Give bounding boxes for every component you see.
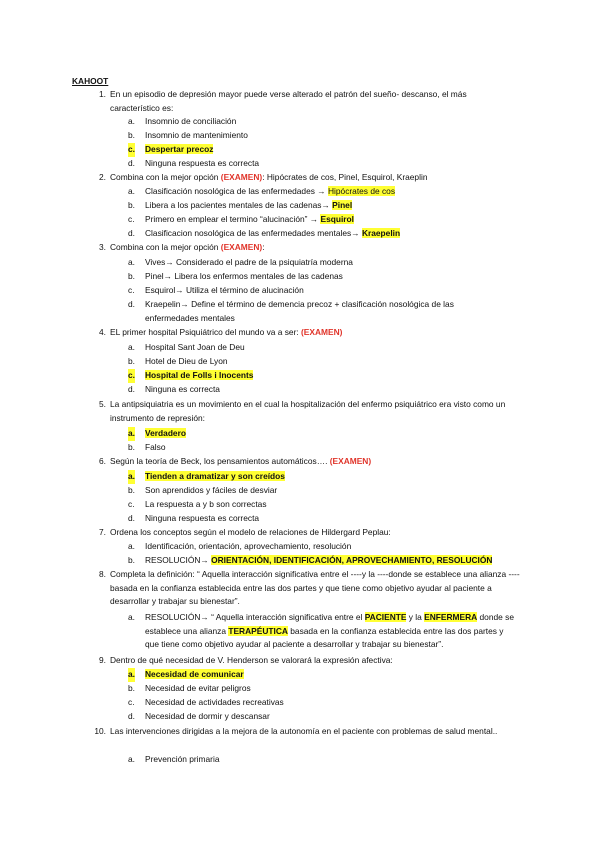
question-text: En un episodio de depresión mayor puede verse alterado el patrón del sueño- descanso, el más característico es:	[110, 89, 467, 113]
q9-option-c	[128, 696, 518, 710]
question-4	[92, 326, 512, 340]
text-segment: c.	[128, 285, 135, 295]
q1-option-c	[128, 143, 518, 157]
text-segment: Dentro de qué necesidad de V. Henderson se valorará la expresión afectiva:	[110, 655, 393, 665]
text-segment: Según la teoría de Beck, los pensamientos automáticos….	[110, 456, 330, 466]
text-segment: Esquirol→ Utiliza el término de alucinación	[145, 285, 304, 295]
text-segment: c.	[128, 697, 135, 707]
text-segment: 7.	[99, 527, 106, 537]
text-segment: 2.	[99, 172, 106, 182]
correct-answer: PACIENTE	[364, 612, 407, 622]
correct-answer: Hipócrates de cos	[327, 186, 396, 196]
q1-option-d	[128, 157, 518, 171]
q1-option-b	[128, 129, 518, 143]
text-segment: Pinel→ Libera los enfermos mentales de las cadenas	[145, 271, 343, 281]
text-segment: La antipsiquiatria es un movimiento en el cual la hospitalización del enfermo psiquiátrico era visto como un instrumento de represión:	[110, 399, 506, 423]
text-segment: Completa la definición: “ Aquella interacción significativa entre el ----y la ----donde se establece una alianza ----basada en la confianza establecida entre las dos partes y que tiene como objetivo ayudar al paciente a desarrollar y trabajar su bienestar”.	[110, 569, 520, 606]
q6-option-b	[128, 484, 518, 498]
text-segment: 9.	[99, 655, 106, 665]
text-segment: Falso	[145, 442, 166, 452]
text-segment: Identificación, orientación, aprovechamiento, resolución	[145, 541, 352, 551]
question-3	[92, 241, 512, 255]
question-10	[92, 725, 512, 739]
correct-answer: Esquirol	[320, 214, 354, 224]
correct-answer: TERAPÉUTICA	[228, 625, 288, 636]
correct-answer: Pinel	[332, 200, 353, 210]
q7-option-a	[128, 540, 518, 554]
correct-answer: Verdadero	[145, 428, 186, 438]
text-segment: 6.	[99, 456, 106, 466]
q6-option-c	[128, 498, 518, 512]
q2-option-c	[128, 213, 518, 227]
exam-tag: (EXAMEN)	[301, 327, 343, 337]
text-segment: Insomnio de conciliación	[145, 116, 237, 126]
text-segment: b.	[128, 200, 135, 210]
text-segment: a.	[128, 754, 135, 764]
text-segment: EL primer hospital Psiquiátrico del mundo va a ser:	[110, 327, 302, 337]
question-1	[92, 88, 512, 115]
text-segment: Ordena los conceptos según el modelo de relaciones de Hildergard Peplau:	[110, 527, 391, 537]
question-6	[92, 455, 512, 469]
text-segment: Necesidad de evitar peligros	[145, 683, 251, 693]
text-segment: a.	[128, 470, 135, 484]
text-segment: c.	[128, 143, 135, 157]
exam-tag: (EXAMEN)	[329, 456, 372, 466]
text-segment: b.	[128, 356, 135, 366]
correct-answer: Tienden a dramatizar y son creídos	[145, 471, 285, 481]
page-title: KAHOOT	[72, 76, 109, 86]
text-segment: Insomnio de mantenimiento	[145, 130, 248, 140]
question-number: 1.	[99, 89, 106, 99]
question-9	[92, 654, 512, 668]
correct-answer: Necesidad de comunicar	[145, 669, 244, 679]
text-segment: a.	[128, 612, 135, 622]
text-segment: a.	[128, 186, 135, 196]
text-segment: Clasificacion nosológica de las enfermedades mentales→	[145, 228, 362, 238]
text-segment: d.	[128, 513, 135, 523]
text-segment: : Hipócrates de cos, Pinel, Esquirol, Kraeplin	[262, 172, 428, 182]
text-segment: 8.	[99, 569, 106, 579]
text-segment: Necesidad de dormir y descansar	[145, 711, 270, 721]
q4-option-c	[128, 369, 518, 383]
text-segment: b.	[128, 442, 135, 452]
text-segment: La respuesta a y b son correctas	[145, 499, 267, 509]
text-segment: 10.	[94, 726, 106, 736]
q2-option-a	[128, 185, 518, 199]
text-segment: y la	[406, 612, 425, 622]
text-segment: d.	[128, 228, 135, 238]
question-2	[92, 171, 512, 185]
q5-option-b	[128, 441, 518, 455]
q9-option-d	[128, 710, 518, 724]
q4-option-b	[128, 355, 518, 369]
text-segment: a.	[128, 342, 135, 352]
question-8	[92, 568, 522, 609]
text-segment: c.	[128, 214, 135, 224]
q3-option-d	[128, 298, 488, 325]
text-segment: basada en la confianza establecida entre las dos partes y que tiene como objetivo ayudar al paciente a desarrollar y trabajar su bienestar”.	[145, 625, 504, 650]
exam-tag: (EXAMEN)	[220, 242, 263, 252]
text-segment: a.	[128, 116, 135, 126]
q2-option-d	[128, 227, 518, 241]
text-segment: a.	[128, 257, 135, 267]
q4-option-d	[128, 383, 518, 397]
q8-option-a	[128, 611, 518, 652]
text-segment: Clasificación nosológica de las enfermedades →	[145, 186, 328, 196]
text-segment: d.	[128, 158, 135, 168]
q1-option-a	[128, 115, 518, 129]
q9-option-a	[128, 668, 518, 682]
q3-option-c	[128, 284, 518, 298]
text-segment: Son aprendidos y fáciles de desviar	[145, 485, 278, 495]
q7-option-b	[128, 554, 518, 568]
text-segment: Ninguna respuesta es correcta	[145, 158, 260, 168]
q5-option-a	[128, 427, 518, 441]
text-segment: Vives→ Considerado el padre de la psiquiatría moderna	[145, 257, 353, 267]
text-segment: Hospital Sant Joan de Deu	[145, 342, 245, 352]
text-segment: a.	[128, 541, 135, 551]
text-segment: Libera a los pacientes mentales de las cadenas→	[145, 200, 333, 210]
correct-answer: Hospital de Folls i Inocents	[145, 370, 254, 380]
text-segment: Las intervenciones dirigidas a la mejora de la autonomía en el paciente con problemas de salud mental..	[110, 726, 498, 736]
text-segment: b.	[128, 271, 135, 281]
text-segment: c.	[128, 369, 135, 383]
text-segment: :	[262, 242, 265, 252]
q3-option-b	[128, 270, 518, 284]
text-segment: Kraepelin→ Define el término de demencia precoz + clasificación nosológica de las enfermedades mentales	[145, 299, 454, 323]
q4-option-a	[128, 341, 518, 355]
text-segment: 5.	[99, 399, 106, 409]
q2-option-b	[128, 199, 518, 213]
text-segment: Ninguna respuesta es correcta	[145, 513, 260, 523]
text-segment: b.	[128, 555, 135, 565]
q6-option-a	[128, 470, 518, 484]
correct-answer: ENFERMERA	[424, 612, 478, 622]
text-segment: RESOLUCIÓN→	[145, 555, 212, 565]
text-segment: Primero en emplear el termino “alucinación” →	[145, 214, 321, 224]
text-segment: RESOLUCIÓN→ “ Aquella interacción significativa entre el	[145, 612, 365, 622]
text-segment: d.	[128, 299, 135, 309]
correct-answer: Kraepelin	[361, 228, 401, 238]
text-segment: b.	[128, 683, 135, 693]
text-segment: Hotel de Dieu de Lyon	[145, 356, 228, 366]
text-segment: b.	[128, 130, 135, 140]
text-segment: Combina con la mejor opción	[110, 242, 221, 252]
text-segment: Necesidad de actividades recreativas	[145, 697, 284, 707]
correct-answer: Despertar precoz	[145, 144, 214, 154]
text-segment: donde se establece una alianza	[145, 612, 514, 636]
correct-answer: ORIENTACIÓN, IDENTIFICACIÓN, APROVECHAMIENTO, RESOLUCIÓN	[211, 555, 493, 565]
text-segment: 4.	[99, 327, 106, 337]
q9-option-b	[128, 682, 518, 696]
q10-option-a	[128, 753, 518, 767]
q3-option-a	[128, 256, 518, 270]
text-segment: Prevención primaria	[145, 754, 220, 764]
text-segment: a.	[128, 668, 135, 682]
text-segment: b.	[128, 485, 135, 495]
exam-tag: (EXAMEN)	[220, 172, 263, 182]
text-segment: c.	[128, 499, 135, 509]
text-segment: Combina con la mejor opción	[110, 172, 221, 182]
text-segment: d.	[128, 384, 135, 394]
question-5	[92, 398, 512, 425]
text-segment: d.	[128, 711, 135, 721]
q6-option-d	[128, 512, 518, 526]
question-7	[92, 526, 512, 540]
text-segment: a.	[128, 427, 135, 441]
text-segment: Ninguna es correcta	[145, 384, 220, 394]
text-segment: 3.	[99, 242, 106, 252]
